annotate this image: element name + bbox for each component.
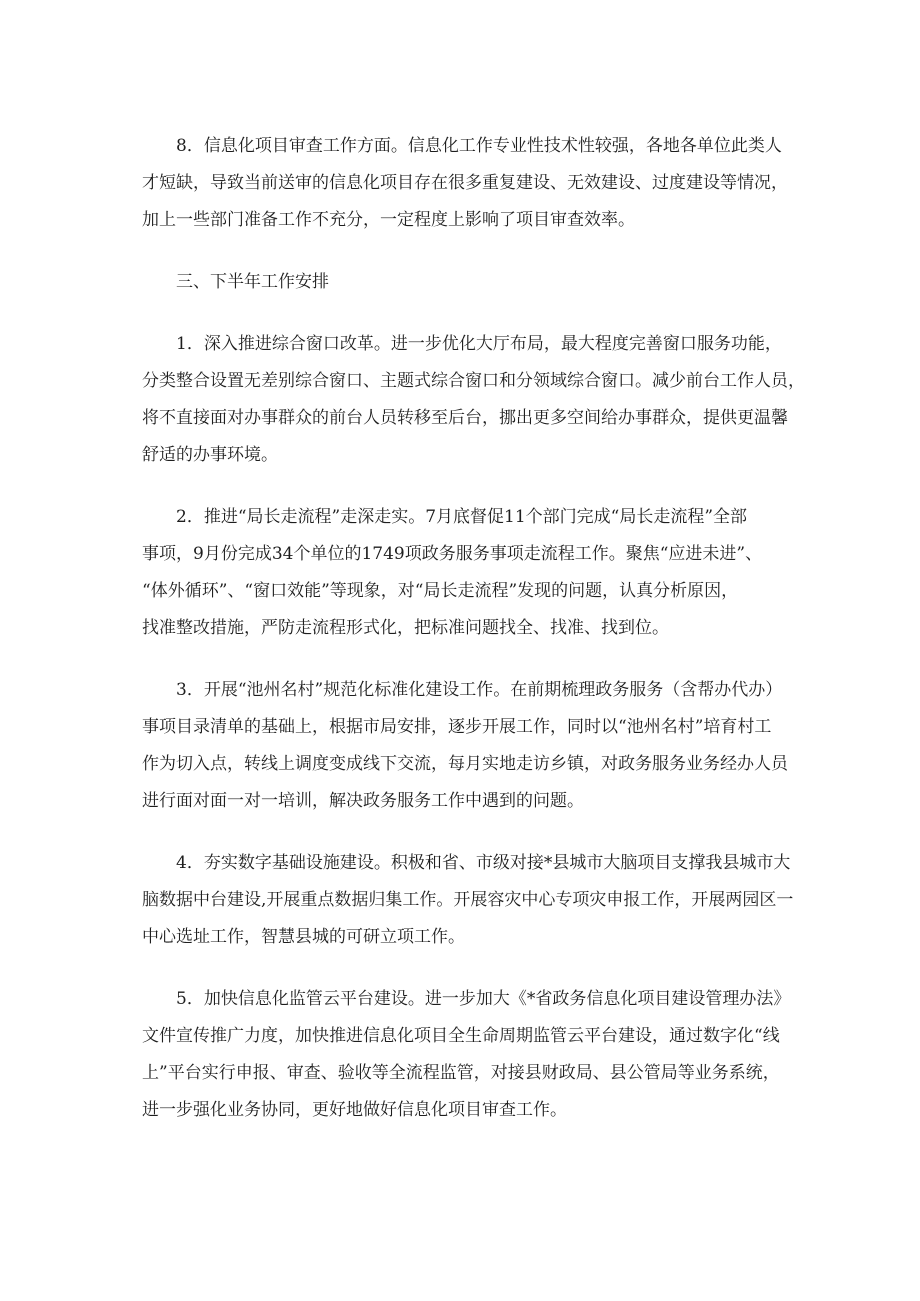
paragraph-item-1 bbox=[142, 326, 805, 474]
paragraph-item-2 bbox=[142, 499, 782, 647]
text-line: 8．信息化项目审查工作方面。信息化工作专业性技术性较强，各地各单位此类人 bbox=[176, 136, 782, 156]
text-line: 事项目录清单的基础上，根据市局安排，逐步开展工作，同时以“池州名村”培育村工 bbox=[142, 717, 772, 737]
text-line: “体外循环”、“窗口效能”等现象，对“局长走流程”发现的问题，认真分析原因， bbox=[142, 581, 739, 601]
paragraph-item-5 bbox=[142, 981, 791, 1129]
section-heading-text: 三、下半年工作安排 bbox=[176, 272, 329, 292]
text-line: 舒适的办事环境。 bbox=[142, 445, 278, 465]
text-line: 2．推进“局长走流程”走深走实。7月底督促11个部门完成“局长走流程”全部 bbox=[176, 507, 748, 527]
text-line: 脑数据中台建设,开展重点数据归集工作。开展容灾中心专项灾申报工作，开展两园区一 bbox=[142, 890, 794, 910]
text-line: 文件宣传推广力度，加快推进信息化项目全生命周期监管云平台建设，通过数字化“线 bbox=[142, 1026, 780, 1046]
text-line: 事项，9月份完成34个单位的1749项政务服务事项走流程工作。聚焦“应进未进”、 bbox=[142, 544, 763, 564]
text-line: 上”平台实行申报、审查、验收等全流程监管，对接县财政局、县公管局等业务系统， bbox=[142, 1063, 780, 1083]
text-line: 找准整改措施，严防走流程形式化，把标准问题找全、找准、找到位。 bbox=[142, 618, 669, 638]
document-body bbox=[142, 128, 805, 1154]
text-line: 分类整合设置无差别综合窗口、主题式综合窗口和分领域综合窗口。减少前台工作人员， bbox=[142, 371, 805, 391]
text-line: 4．夯实数字基础设施建设。积极和省、市级对接*县城市大脑项目支撑我县城市大 bbox=[176, 853, 791, 873]
text-line: 加上一些部门准备工作不充分，一定程度上影响了项目审查效率。 bbox=[142, 210, 635, 230]
text-line: 1．深入推进综合窗口改革。进一步优化大厅布局，最大程度完善窗口服务功能， bbox=[176, 334, 782, 354]
text-line: 3．开展“池州名村”规范化标准化建设工作。在前期梳理政务服务（含帮办代办） bbox=[176, 680, 783, 700]
paragraph-item-4 bbox=[142, 845, 794, 956]
paragraph-item-8 bbox=[142, 128, 788, 239]
text-line: 5．加快信息化监管云平台建设。进一步加大《*省政务信息化项目建设管理办法》 bbox=[176, 989, 791, 1009]
section-heading bbox=[142, 264, 782, 301]
text-line: 将不直接面对办事群众的前台人员转移至后台，挪出更多空间给办事群众，提供更温馨 bbox=[142, 408, 788, 428]
text-line: 作为切入点，转线上调度变成线下交流，每月实地走访乡镇，对政务服务业务经办人员 bbox=[142, 754, 788, 774]
text-line: 才短缺，导致当前送审的信息化项目存在很多重复建设、无效建设、过度建设等情况， bbox=[142, 173, 788, 193]
text-line: 进一步强化业务协同，更好地做好信息化项目审查工作。 bbox=[142, 1100, 567, 1120]
text-line: 中心选址工作，智慧县城的可研立项工作。 bbox=[142, 927, 465, 947]
text-line: 进行面对面一对一培训，解决政务服务工作中遇到的问题。 bbox=[142, 791, 584, 811]
paragraph-item-3 bbox=[142, 672, 788, 820]
